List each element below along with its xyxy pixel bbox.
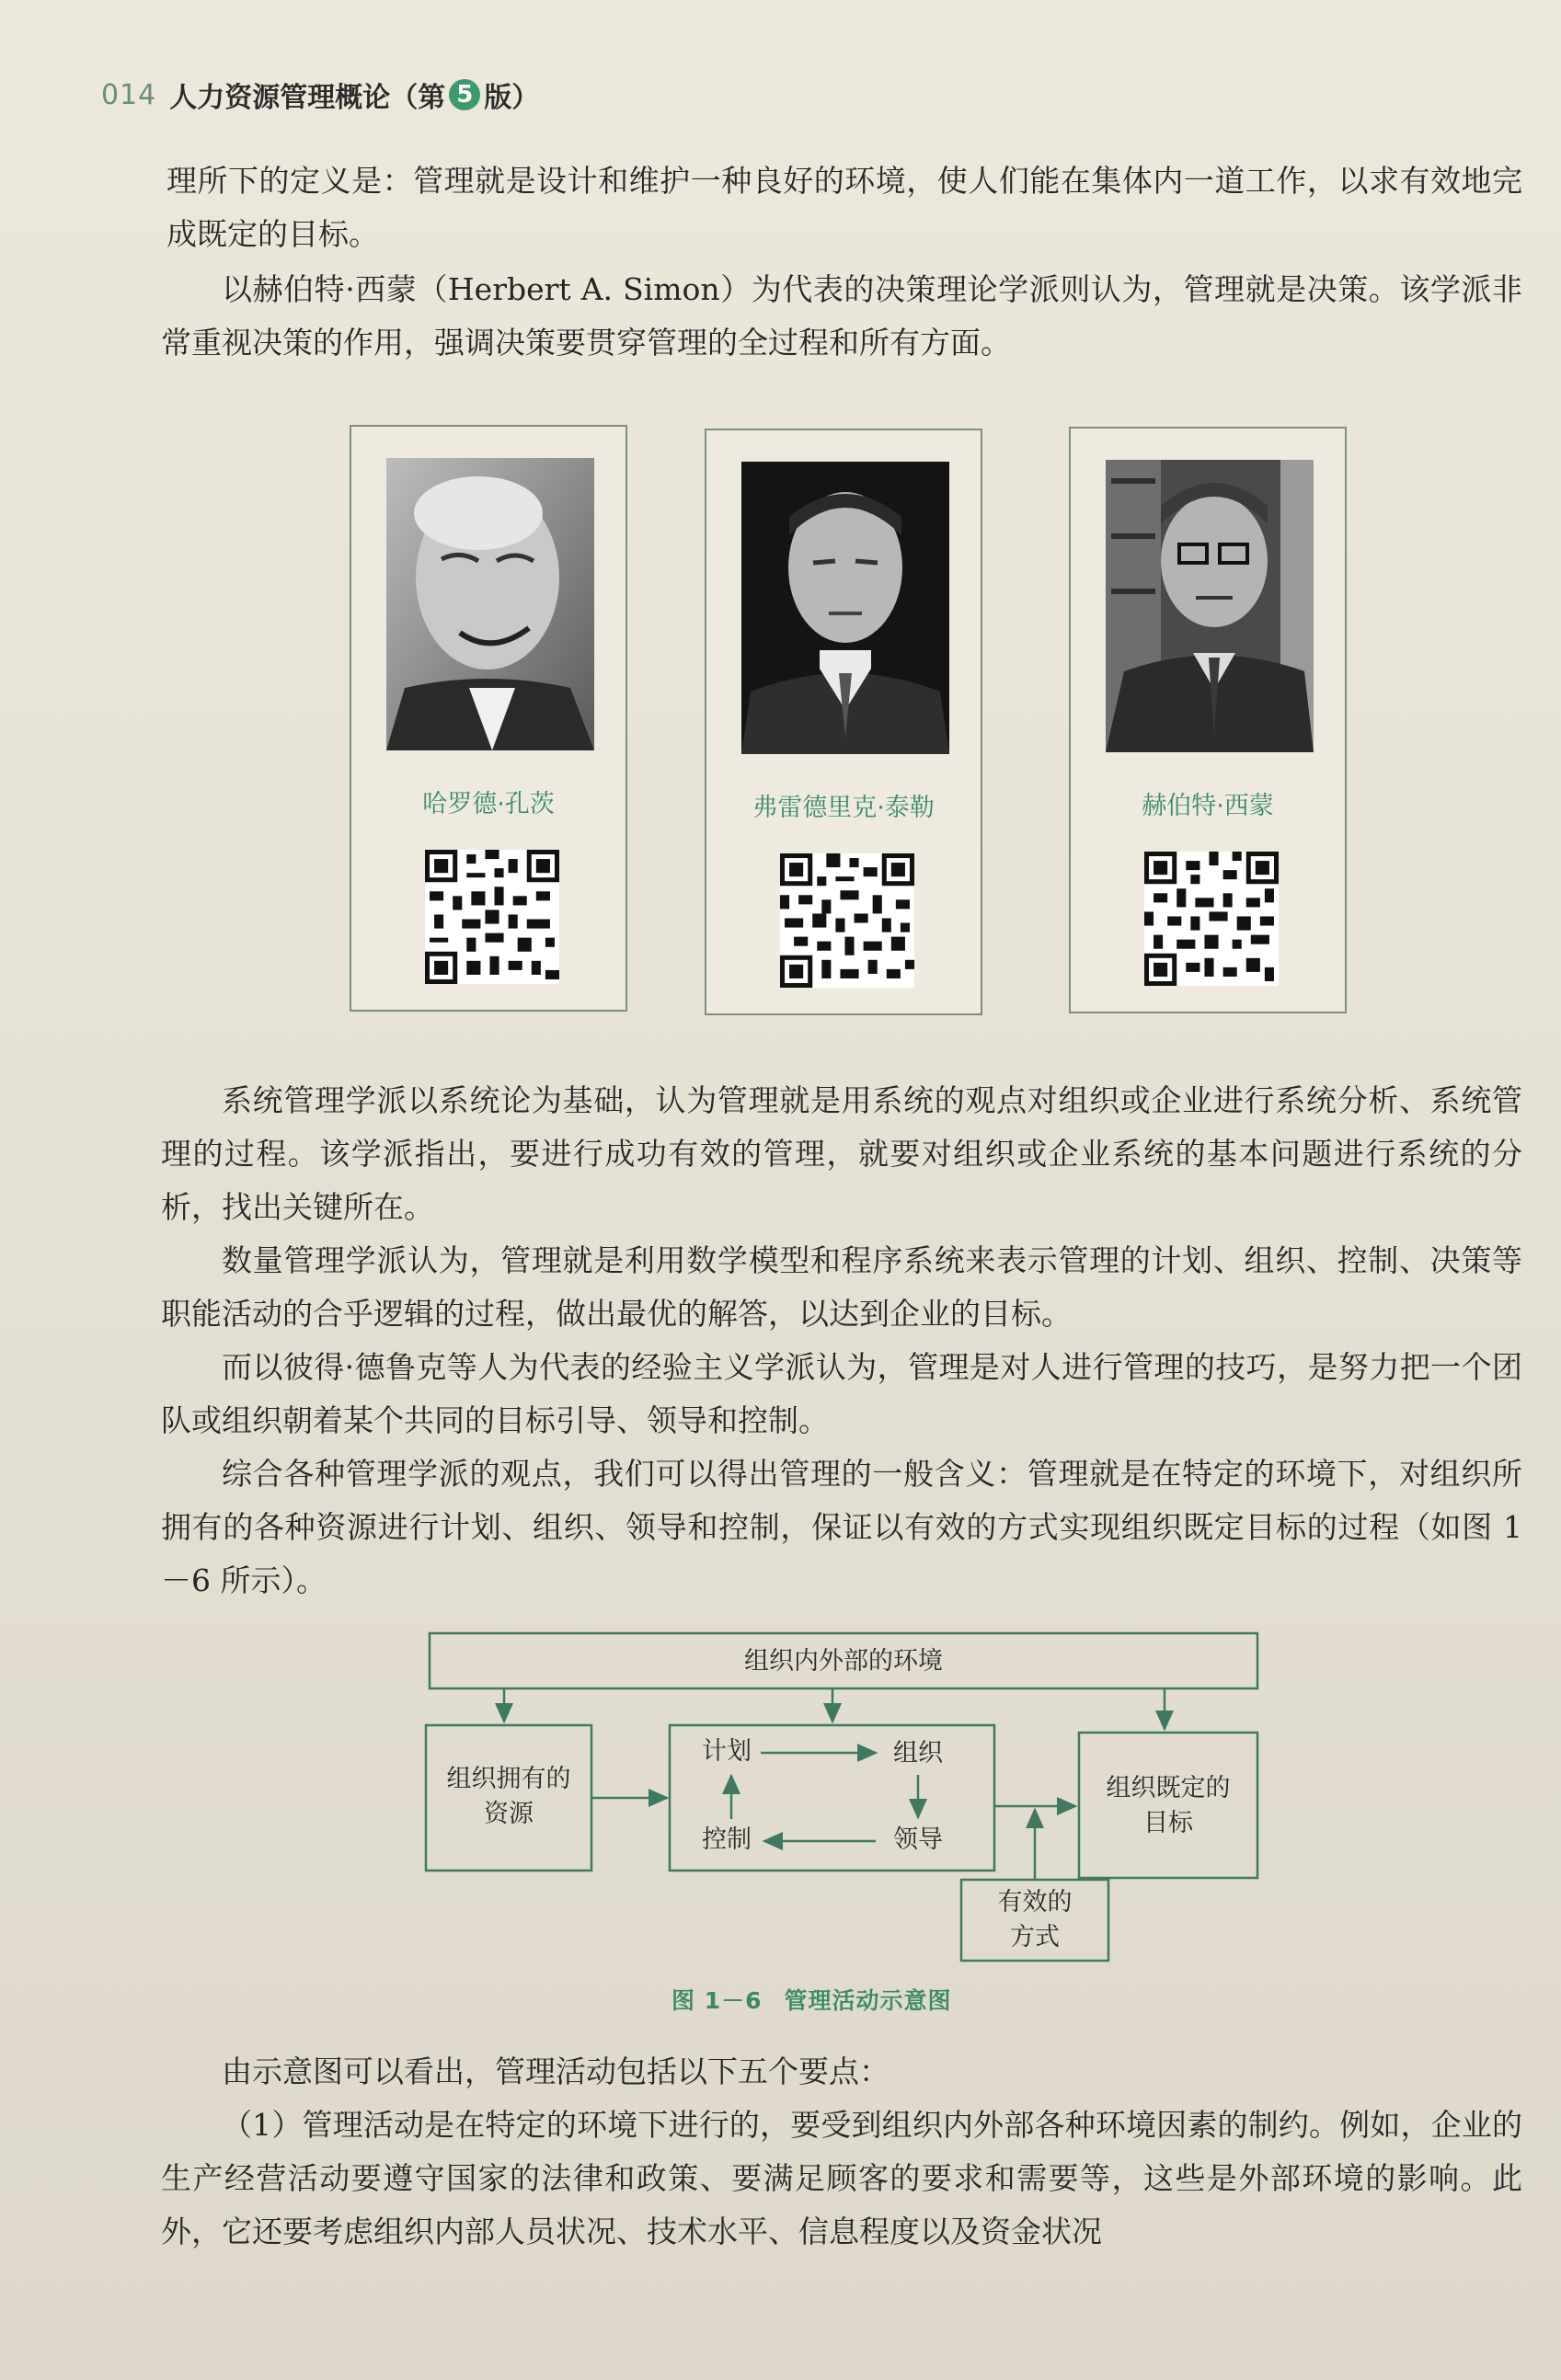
portrait-card-taylor <box>705 429 982 1015</box>
figure-caption <box>671 1983 952 2016</box>
text-top <box>161 154 1522 370</box>
portrait-photo <box>741 462 949 754</box>
paragraph: 综合各种管理学派的观点，我们可以得出管理的一般含义：管理就是在特定的环境下，对组织所拥有的各种资源进行计划、组织、领导和控制，保证以有效的方式实现组织既定目标的过程（如图 1－6 所示）。 <box>161 1456 1522 1598</box>
paragraph: 数量管理学派认为，管理就是利用数学模型和程序系统来表示管理的计划、组织、控制、决策等职能活动的合乎逻辑的过程，做出最优的解答，以达到企业的目标。 <box>161 1242 1522 1332</box>
lead-label: 领导 <box>893 1825 943 1854</box>
portrait-photo <box>386 458 594 750</box>
book-title-suffix: 版） <box>484 82 540 114</box>
figure-title: 管理活动示意图 <box>784 1987 952 2014</box>
page-number: 014 <box>101 78 157 111</box>
environment-label: 组织内外部的环境 <box>744 1647 943 1676</box>
figure-number: 图 1－6 <box>671 1987 763 2014</box>
text-bottom <box>161 2045 1522 2259</box>
paragraph: 理所下的定义是：管理就是设计和维护一种良好的环境，使人们能在集体内一道工作，以求有效地完成既定的目标。 <box>166 163 1522 252</box>
page-header <box>101 72 539 118</box>
control-label: 控制 <box>702 1825 752 1854</box>
portrait-card-koontz <box>350 425 627 1012</box>
portrait-name: 哈罗德·孔茨 <box>422 790 555 818</box>
management-activity-diagram <box>419 1626 1274 1975</box>
goal-label-line2: 目标 <box>1143 1809 1193 1837</box>
portrait-name: 弗雷德里克·泰勒 <box>752 794 935 822</box>
portrait-taylor-image <box>741 462 949 754</box>
book-title <box>169 74 539 115</box>
resources-label <box>426 1762 591 1832</box>
paragraph: 而以彼得·德鲁克等人为代表的经验主义学派认为，管理是对人进行管理的技巧，是努力把一个团队或组织朝着某个共同的目标引导、领导和控制。 <box>161 1349 1522 1438</box>
portrait-row <box>350 425 1380 1023</box>
portrait-koontz-image <box>386 458 594 750</box>
goal-label <box>1079 1771 1257 1841</box>
plan-label: 计划 <box>702 1737 752 1766</box>
method-label-line1: 有效的 <box>997 1888 1073 1917</box>
book-title-prefix: 人力资源管理概论（第 <box>169 82 446 114</box>
qr-code-icon[interactable] <box>1144 852 1279 986</box>
paragraph: 系统管理学派以系统论为基础，认为管理就是用系统的观点对组织或企业进行系统分析、系统管理的过程。该学派指出，要进行成功有效的管理，就要对组织或企业系统的基本问题进行系统的分析，找出关键所在。 <box>161 1082 1522 1225</box>
portrait-card-simon <box>1069 427 1347 1013</box>
paragraph: 由示意图可以看出，管理活动包括以下五个要点： <box>222 2054 890 2089</box>
resources-label-line1: 组织拥有的 <box>446 1765 571 1793</box>
qr-code-icon[interactable] <box>425 850 559 984</box>
edition-badge: 5 <box>449 79 480 110</box>
text-middle <box>161 1074 1522 1608</box>
qr-code-icon[interactable] <box>780 853 914 988</box>
paragraph: 以赫伯特·西蒙（Herbert A. Simon）为代表的决策理论学派则认为，管理就是决策。该学派非常重视决策的作用，强调决策要贯穿管理的全过程和所有方面。 <box>161 271 1522 360</box>
paragraph: （1）管理活动是在特定的环境下进行的，要受到组织内外部各种环境因素的制约。例如，企业的生产经营活动要遵守国家的法律和政策、要满足顾客的要求和需要等，这些是外部环境的影响。此外，它还要考虑组织内部人员状况、技术水平、信息程度以及资金状况 <box>161 2107 1522 2249</box>
organize-label: 组织 <box>893 1739 943 1768</box>
method-label <box>961 1885 1108 1955</box>
portrait-photo <box>1106 460 1314 752</box>
method-label-line2: 方式 <box>1010 1923 1060 1951</box>
goal-label-line1: 组织既定的 <box>1106 1774 1231 1802</box>
portrait-simon-image <box>1106 460 1314 752</box>
portrait-name: 赫伯特·西蒙 <box>1142 792 1274 820</box>
resources-label-line2: 资源 <box>484 1800 534 1828</box>
